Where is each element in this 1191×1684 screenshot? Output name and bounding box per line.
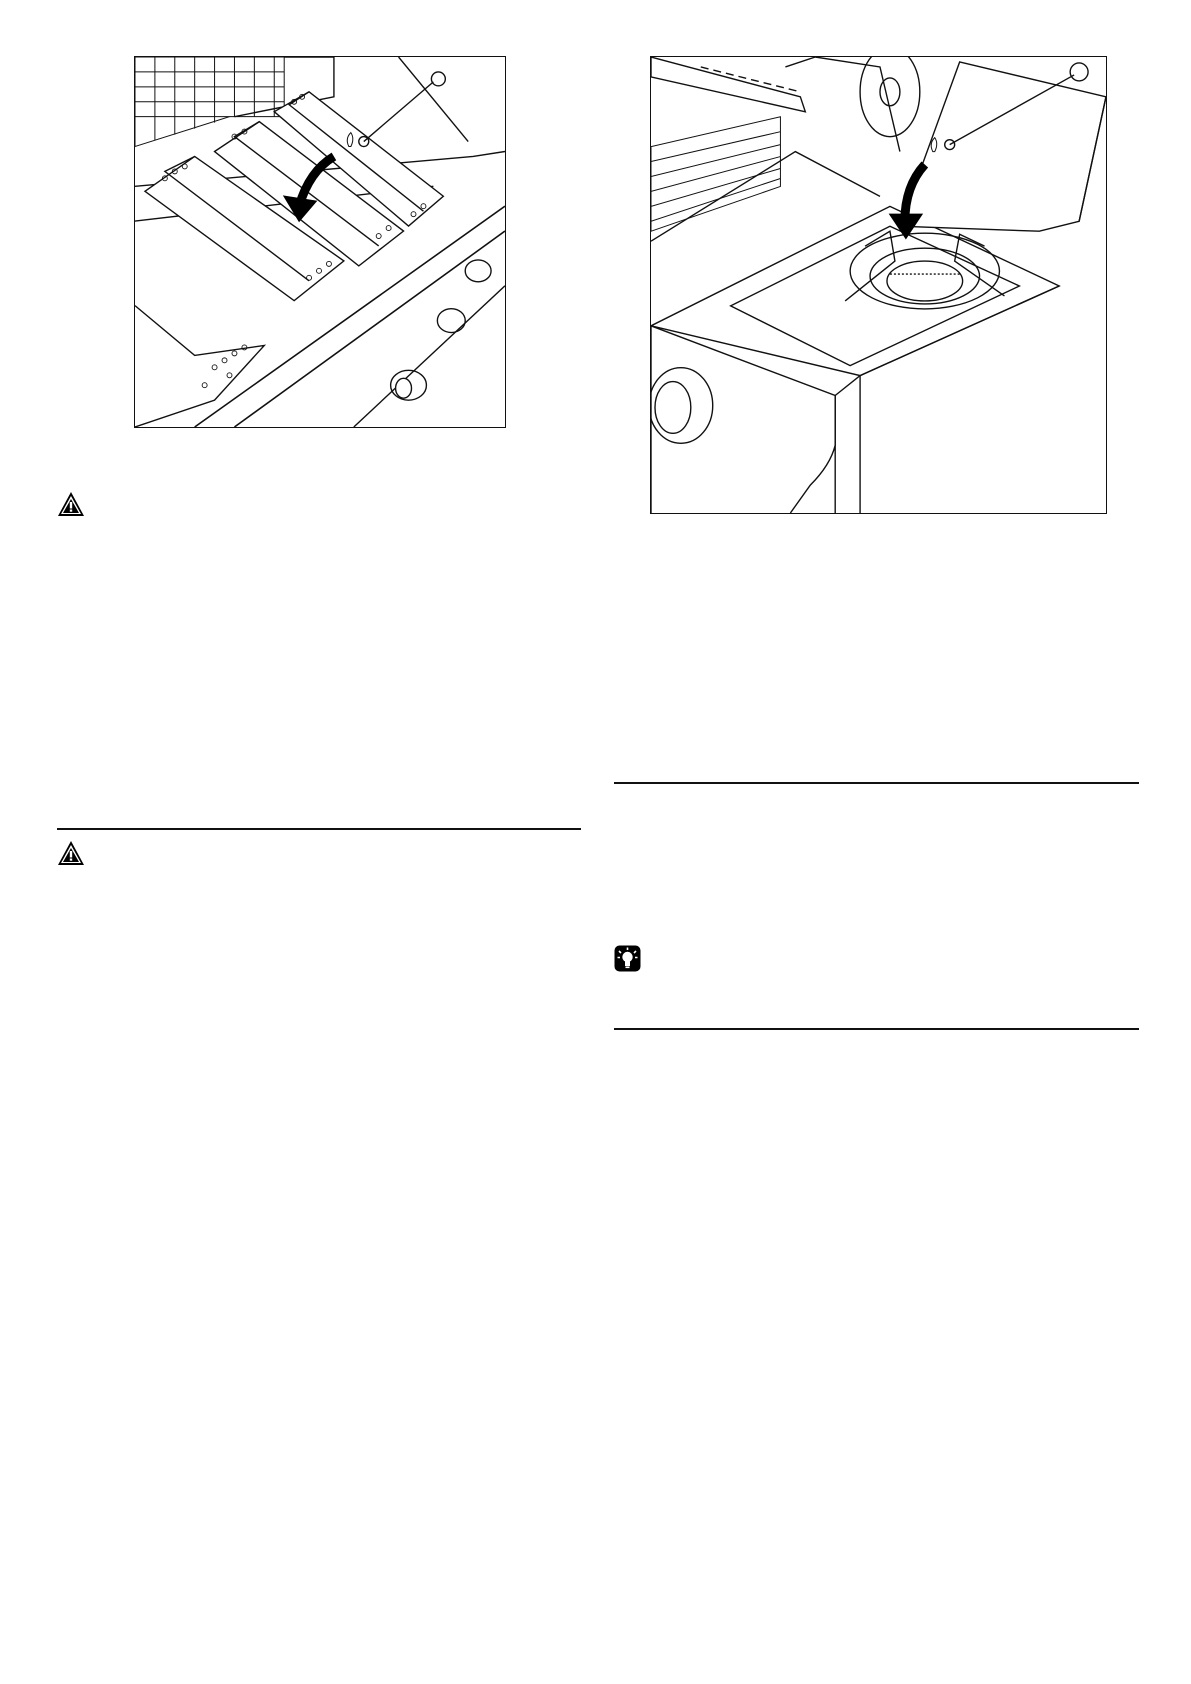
heat-deflector-illustration bbox=[134, 56, 506, 428]
warning-triangle-icon bbox=[57, 840, 85, 866]
side-burner-illustration bbox=[650, 56, 1107, 514]
flavorizer-bars bbox=[135, 92, 443, 427]
section-divider bbox=[57, 828, 581, 830]
warning-triangle-icon bbox=[57, 491, 85, 517]
lightbulb-tip-icon bbox=[614, 945, 641, 972]
section-divider bbox=[614, 782, 1139, 784]
control-knobs bbox=[391, 260, 491, 400]
section-divider bbox=[614, 1028, 1139, 1030]
main-grate bbox=[651, 117, 780, 231]
